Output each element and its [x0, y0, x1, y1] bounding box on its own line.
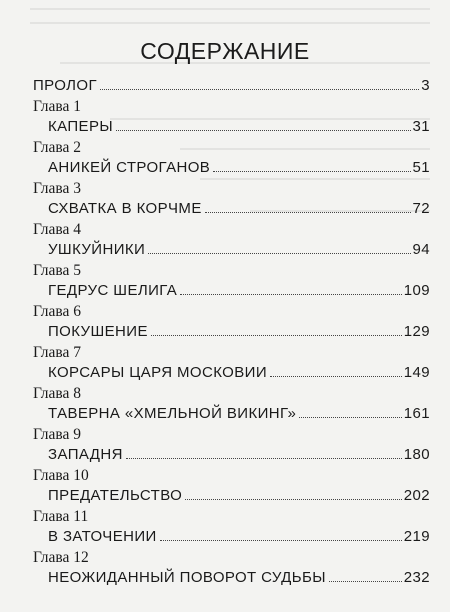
dot-leader: [205, 212, 411, 213]
toc-entry-page: 109: [403, 282, 430, 299]
toc-entry: [33, 281, 430, 302]
toc-entry-title: КАПЕРЫ: [48, 118, 114, 135]
toc-entry-title: ПОКУШЕНИЕ: [48, 323, 148, 340]
toc-entry-page: 219: [403, 528, 430, 545]
toc-entry-prologue: [33, 76, 430, 97]
toc-entry-page: 149: [403, 364, 430, 381]
page-title: СОДЕРЖАНИЕ: [140, 38, 310, 64]
dot-leader: [160, 540, 402, 541]
dot-leader: [180, 294, 402, 295]
toc-entry-page: 161: [403, 405, 430, 422]
toc-entry: [33, 527, 430, 548]
toc-entry-page: 94: [412, 241, 430, 258]
toc-entry-page: 232: [403, 569, 430, 586]
toc-entry-page: 180: [403, 446, 430, 463]
dot-leader: [116, 130, 410, 131]
chapter-label: Глава 12: [33, 548, 89, 566]
toc-entry-title: УШКУЙНИКИ: [48, 241, 146, 258]
toc-entry-title: В ЗАТОЧЕНИИ: [48, 528, 157, 545]
dot-leader: [329, 581, 402, 582]
toc-entry: [33, 199, 430, 220]
dot-leader: [213, 171, 410, 172]
toc-entry-page: 31: [412, 118, 430, 135]
chapter-label: Глава 3: [33, 179, 82, 197]
toc-entry-title: СХВАТКА В КОРЧМЕ: [48, 200, 202, 217]
toc-entry-title: ПРЕДАТЕЛЬСТВО: [48, 487, 183, 504]
chapter-label: Глава 4: [33, 220, 82, 238]
table-of-contents: [33, 76, 430, 589]
toc-entry-page: 202: [403, 487, 430, 504]
toc-entry-title: ТАВЕРНА «ХМЕЛЬНОЙ ВИКИНГ»: [48, 405, 297, 422]
toc-entry: [33, 486, 430, 507]
dot-leader: [185, 499, 402, 500]
dot-leader: [100, 89, 419, 90]
chapter-label: Глава 10: [33, 466, 89, 484]
chapter-label: Глава 9: [33, 425, 82, 443]
dot-leader: [148, 253, 410, 254]
chapter-label: Глава 11: [33, 507, 89, 525]
toc-entry: [33, 404, 430, 425]
toc-entry-page: 72: [412, 200, 430, 217]
toc-entry: [33, 117, 430, 138]
toc-entry: [33, 322, 430, 343]
chapter-label: Глава 6: [33, 302, 82, 320]
chapter-label: Глава 8: [33, 384, 82, 402]
toc-entry-page: 3: [421, 77, 430, 94]
chapter-label: Глава 1: [33, 97, 82, 115]
toc-entry: [33, 445, 430, 466]
chapter-label: Глава 5: [33, 261, 82, 279]
toc-entry: [33, 363, 430, 384]
toc-entry: [33, 158, 430, 179]
toc-entry: [33, 568, 430, 589]
chapter-label: Глава 2: [33, 138, 82, 156]
toc-entry-title: КОРСАРЫ ЦАРЯ МОСКОВИИ: [48, 364, 268, 381]
chapter-label: Глава 7: [33, 343, 82, 361]
toc-entry-page: 129: [403, 323, 430, 340]
dot-leader: [299, 417, 401, 418]
dot-leader: [270, 376, 402, 377]
toc-entry-page: 51: [412, 159, 430, 176]
toc-entry: [33, 240, 430, 261]
dot-leader: [126, 458, 402, 459]
toc-entry-title: ЗАПАДНЯ: [48, 446, 123, 463]
toc-entry-title: ГЕДРУС ШЕЛИГА: [48, 282, 178, 299]
toc-entry-title: ПРОЛОГ: [33, 77, 97, 94]
toc-entry-title: НЕОЖИДАННЫЙ ПОВОРОТ СУДЬБЫ: [48, 569, 326, 586]
toc-entry-title: АНИКЕЙ СТРОГАНОВ: [48, 159, 211, 176]
dot-leader: [151, 335, 402, 336]
